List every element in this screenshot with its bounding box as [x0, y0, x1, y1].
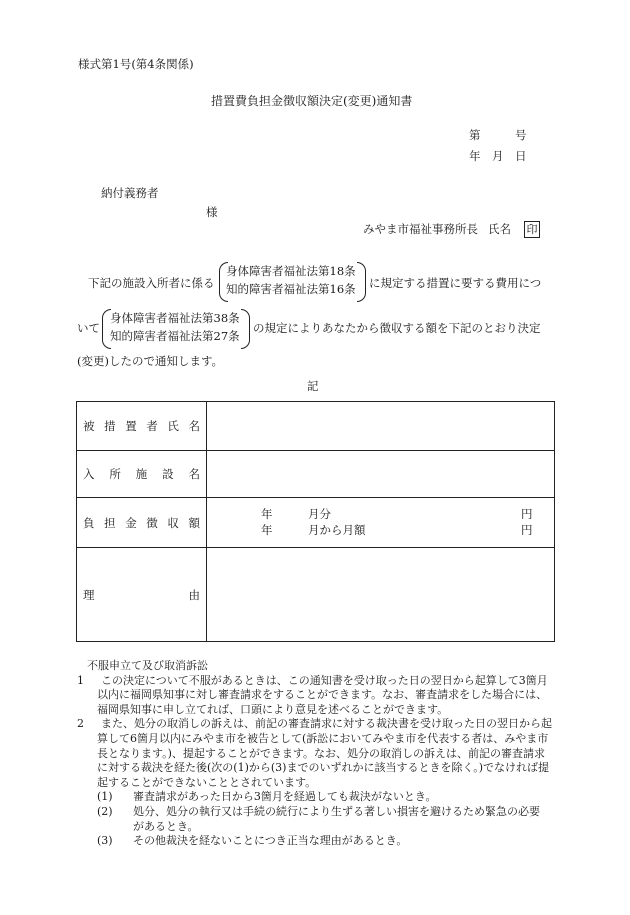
label-char: 被 [83, 419, 95, 433]
label-char: 額 [188, 515, 200, 530]
facility-name-label [77, 466, 206, 482]
charge-line2-month: 月から月額 [308, 522, 366, 537]
note-subitem-text: 処分、処分の執行又は手続の続行により生ずる著しい損害を避けるため緊急の必要があるとき。 [133, 804, 540, 833]
label-char: 名 [188, 419, 200, 433]
note-item-text: また、処分の取消しの訴えは、前記の審査請求に対する裁決書を受け取った日の翌日から起算して6箇月以内にみやま市を被告として(訴訟においてみやま市を代表する者は、みやま市長となります。)、提起することができます。なお、処分の取消しの訴えは、前記の審査請求に対する裁決を経た後(次の(1)から(3)までのいずれかに該当するときを除く。)でなければ提起することができないこととされています。 [97, 717, 552, 789]
charge-line1-year: 年 [261, 506, 273, 521]
seal-mark: 印 [524, 221, 540, 238]
list-item [77, 717, 555, 790]
list-item [77, 834, 555, 849]
document-title: 措置費負担金徴収額決定(変更)通知書 [211, 94, 413, 108]
facility-name-value-cell [207, 451, 555, 498]
document-number-label: 第 [469, 128, 481, 142]
label-char: 設 [162, 467, 174, 481]
label-char: 措 [104, 419, 116, 433]
label-char: 収 [167, 515, 179, 530]
label-char: 置 [125, 419, 137, 433]
label-char: 金 [125, 515, 137, 530]
right-brace-1 [357, 262, 366, 302]
charge-line1-unit: 円 [521, 506, 533, 521]
label-char: 徴 [146, 515, 158, 530]
charge-line1-month: 月分 [308, 506, 331, 521]
recipient-name-value-cell [207, 402, 555, 451]
charge-amount-label-cell [77, 498, 207, 548]
notes-heading: 不服申立て及び取消訴訟 [87, 659, 208, 672]
brace1-item1: 身体障害者福祉法第18条 [226, 264, 356, 278]
label-char: 名 [188, 467, 200, 481]
charge-amount-value-cell [207, 498, 555, 548]
form-number: 様式第1号(第4条関係) [78, 57, 194, 71]
details-table [76, 401, 555, 642]
recipient-label: 納付義務者 [101, 186, 159, 200]
reason-label-cell [77, 548, 207, 642]
table-row [77, 498, 555, 548]
note-subitem-text: その他裁決を経ないことにつき正当な理由があるとき。 [133, 834, 408, 848]
table-row [77, 451, 555, 498]
brace2-item1: 身体障害者福祉法第38条 [110, 311, 240, 325]
label-char: 者 [146, 419, 158, 433]
ki-label: 記 [307, 379, 319, 393]
label-char: 担 [104, 515, 116, 530]
reason-value-cell [207, 548, 555, 642]
body-line2-suffix: の規定によりあなたから徴収する額を下記のとおり決定 [253, 321, 541, 335]
body-line1-prefix: 下記の施設入所者に係る [88, 276, 215, 290]
reason-label-right: 由 [188, 587, 200, 602]
note-item-number: 1 [77, 673, 84, 687]
issuer-name-label: 氏名 [488, 222, 511, 236]
charge-line2-year: 年 [261, 522, 273, 537]
issuer-title: みやま市福祉事務所長 [363, 222, 478, 236]
document-number-suffix: 号 [515, 128, 527, 142]
recipient-honorific: 様 [206, 205, 218, 219]
note-subitem-number: (2) [97, 804, 113, 818]
brace2-item2: 知的障害者福祉法第27条 [110, 329, 240, 343]
recipient-name-label-cell [77, 402, 207, 451]
facility-name-label-cell [77, 451, 207, 498]
body-line1-suffix: に規定する措置に要する費用につ [369, 276, 542, 290]
table-row [77, 548, 555, 642]
label-char: 施 [135, 467, 148, 481]
list-item [77, 805, 555, 834]
body-line2-prefix: いて [77, 321, 100, 335]
list-item [77, 674, 555, 718]
date-day: 日 [515, 149, 527, 163]
right-brace-2 [241, 309, 250, 349]
note-item-text: この決定について不服があるときは、この通知書を受け取った日の翌日から起算して3箇月以内に福岡県知事に対し審査請求をすることができます。なお、審査請求をした場合には、福岡県知事に申し立てれば、口頭により意見を述べることができます。 [97, 673, 548, 716]
note-subitem-text: 審査請求があった日から3箇月を経過しても裁決がないとき。 [133, 790, 437, 804]
label-char: 所 [109, 467, 121, 481]
date-year: 年 [469, 149, 481, 163]
reason-label-left: 理 [83, 587, 95, 602]
note-subitem-number: (1) [97, 790, 113, 804]
brace1-item2: 知的障害者福祉法第16条 [226, 282, 356, 296]
label-char: 氏 [167, 419, 179, 433]
note-item-number: 2 [77, 717, 84, 731]
table-row [77, 402, 555, 451]
label-char: 負 [83, 515, 95, 530]
body-line3: (変更)したので通知します。 [77, 354, 224, 368]
charge-line2-unit: 円 [521, 522, 533, 537]
reason-label [77, 587, 206, 603]
charge-amount-label [77, 515, 206, 531]
date-month: 月 [492, 149, 504, 163]
note-subitem-number: (3) [97, 834, 113, 848]
list-item [77, 790, 555, 805]
recipient-name-label [77, 418, 206, 434]
appeal-notes [77, 659, 555, 849]
label-char: 入 [83, 467, 95, 481]
